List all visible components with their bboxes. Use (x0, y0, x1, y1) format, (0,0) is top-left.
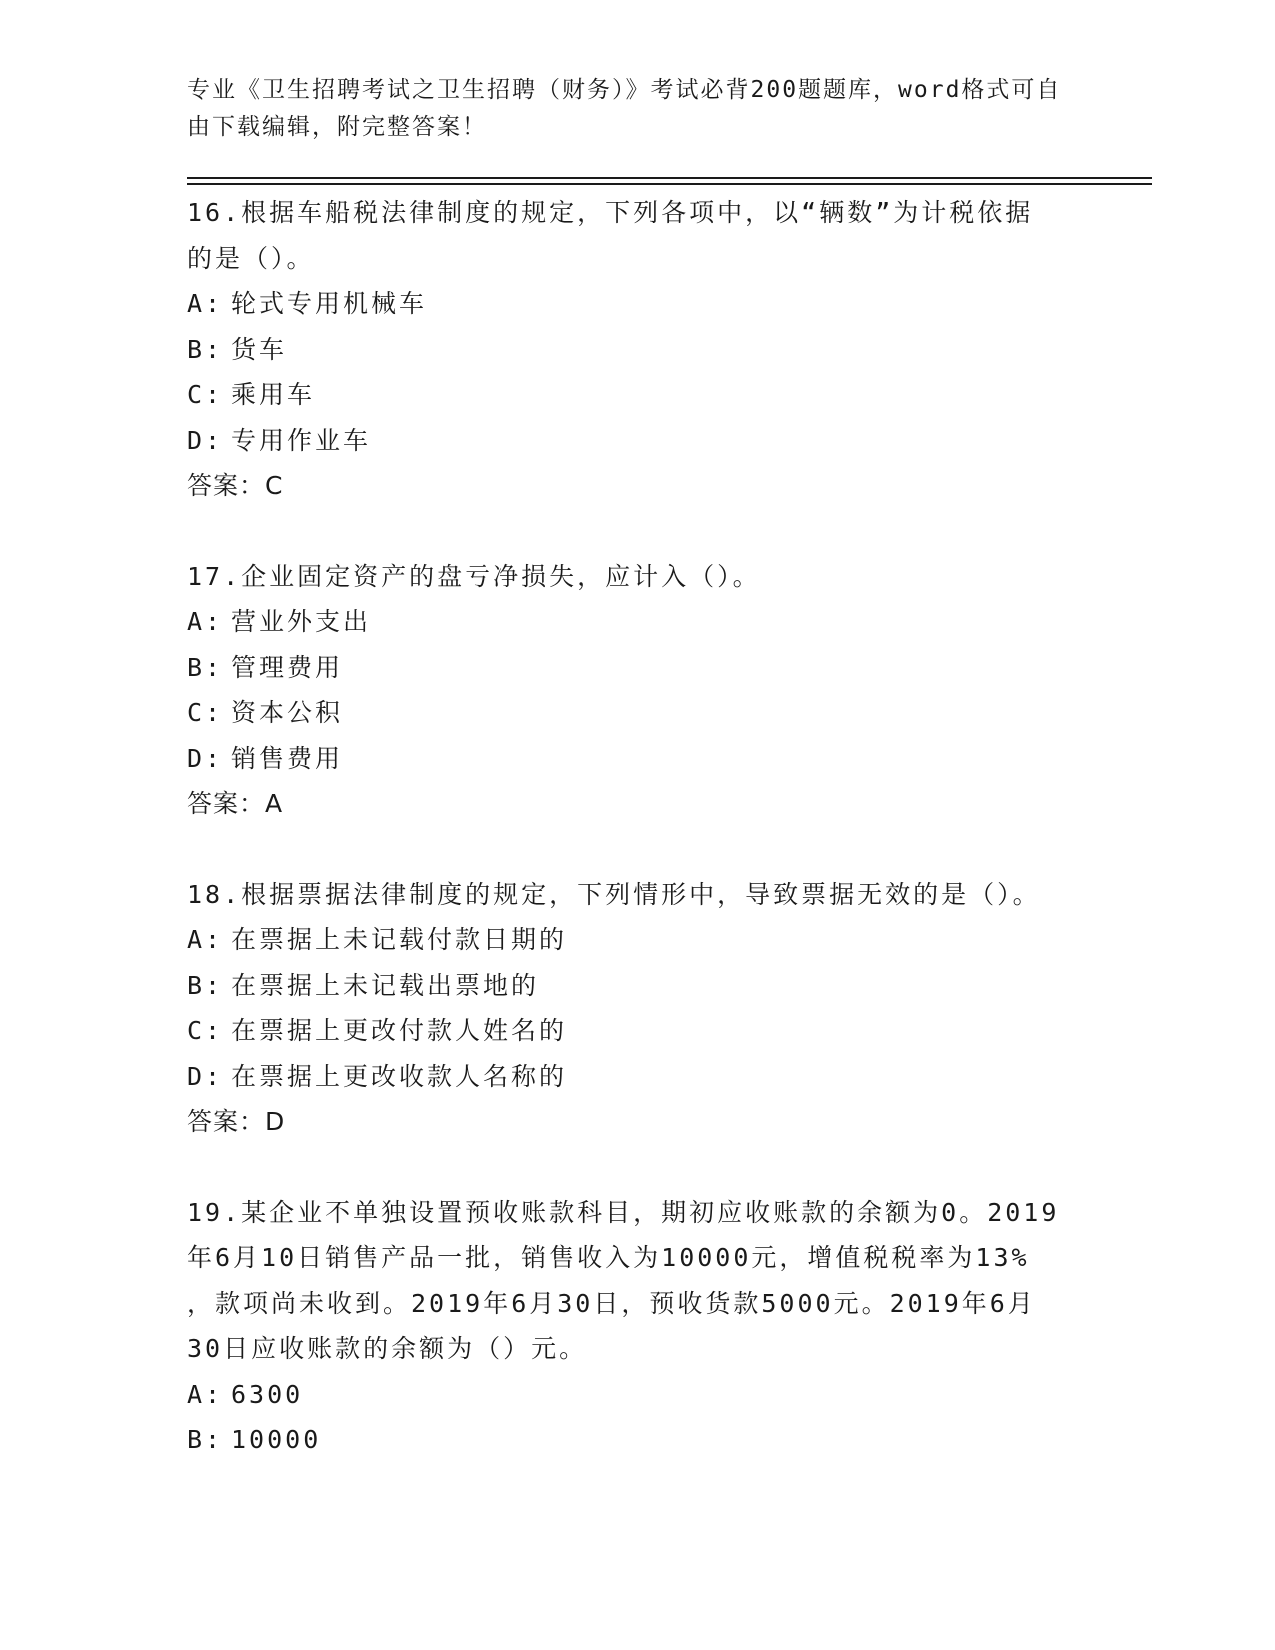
option-b (187, 645, 1087, 691)
option-c (187, 372, 1087, 418)
question-stem-line: 的是（）。 (187, 243, 315, 273)
option-b (187, 327, 1087, 373)
option-b (187, 963, 1087, 1009)
option-b (187, 1417, 1087, 1463)
option-letter: D: (187, 743, 224, 773)
question-stem-line: 年6月10日销售产品一批，销售收入为10000元，增值税税率为13% (187, 1243, 1030, 1272)
answer: 答案：D (187, 1107, 286, 1136)
option-letter: C: (187, 698, 224, 727)
question-19 (187, 1190, 1087, 1463)
answer: 答案：C (187, 471, 284, 500)
option-text: 在票据上更改收款人名称的 (231, 1061, 568, 1091)
option-text: 管理费用 (231, 652, 344, 682)
option-text: 专用作业车 (231, 425, 372, 455)
question-17 (187, 554, 1087, 827)
question-stem-line: 16.根据车船税法律制度的规定，下列各项中，以“辆数”为计税依据 (187, 198, 1034, 227)
option-text: 10000 (231, 1425, 322, 1454)
option-letter: B: (187, 334, 224, 364)
option-text: 在票据上未记载付款日期的 (231, 925, 568, 954)
option-a (187, 917, 1087, 963)
option-d (187, 418, 1087, 464)
question-stem-line: 18.根据票据法律制度的规定，下列情形中，导致票据无效的是（）。 (187, 879, 1041, 909)
option-c (187, 690, 1087, 736)
option-a (187, 599, 1087, 645)
question-list (187, 190, 1087, 1508)
option-text: 在票据上更改付款人姓名的 (231, 1016, 568, 1045)
option-letter: D: (187, 425, 224, 455)
document-header (187, 72, 1067, 146)
header-line-2: 由下载编辑，附完整答案！ (187, 114, 487, 140)
option-d (187, 736, 1087, 782)
option-letter: B: (187, 652, 224, 682)
question-18 (187, 872, 1087, 1145)
header-rule-bottom (187, 183, 1152, 185)
question-stem-line: 17.企业固定资产的盘亏净损失，应计入（）。 (187, 561, 761, 591)
option-text: 轮式专用机械车 (231, 289, 428, 318)
option-letter: D: (187, 1061, 224, 1091)
option-letter: B: (187, 1425, 224, 1454)
question-stem-line: ，款项尚未收到。2019年6月30日，预收货款5000元。2019年6月 (187, 1288, 1036, 1318)
header-rule-top (187, 177, 1152, 179)
option-c (187, 1008, 1087, 1054)
option-letter: C: (187, 380, 224, 409)
option-letter: B: (187, 970, 224, 1000)
option-text: 营业外支出 (231, 607, 372, 636)
option-letter: A: (187, 289, 224, 318)
answer: 答案：A (187, 789, 284, 818)
question-stem-line: 30日应收账款的余额为（）元。 (187, 1334, 588, 1363)
option-a (187, 1372, 1087, 1418)
question-stem-line: 19.某企业不单独设置预收账款科目，期初应收账款的余额为0。2019 (187, 1197, 1060, 1227)
option-text: 乘用车 (231, 380, 316, 409)
option-d (187, 1054, 1087, 1100)
option-text: 销售费用 (231, 743, 344, 773)
option-text: 6300 (231, 1379, 304, 1409)
option-letter: C: (187, 1016, 224, 1045)
option-letter: A: (187, 1379, 224, 1409)
option-a (187, 281, 1087, 327)
option-text: 在票据上未记载出票地的 (231, 970, 540, 1000)
question-16 (187, 190, 1087, 509)
option-letter: A: (187, 607, 224, 636)
option-text: 货车 (231, 334, 288, 364)
option-text: 资本公积 (231, 698, 344, 727)
option-letter: A: (187, 925, 224, 954)
header-line-1: 专业《卫生招聘考试之卫生招聘（财务）》考试必背200题题库，word格式可自 (187, 77, 1062, 103)
